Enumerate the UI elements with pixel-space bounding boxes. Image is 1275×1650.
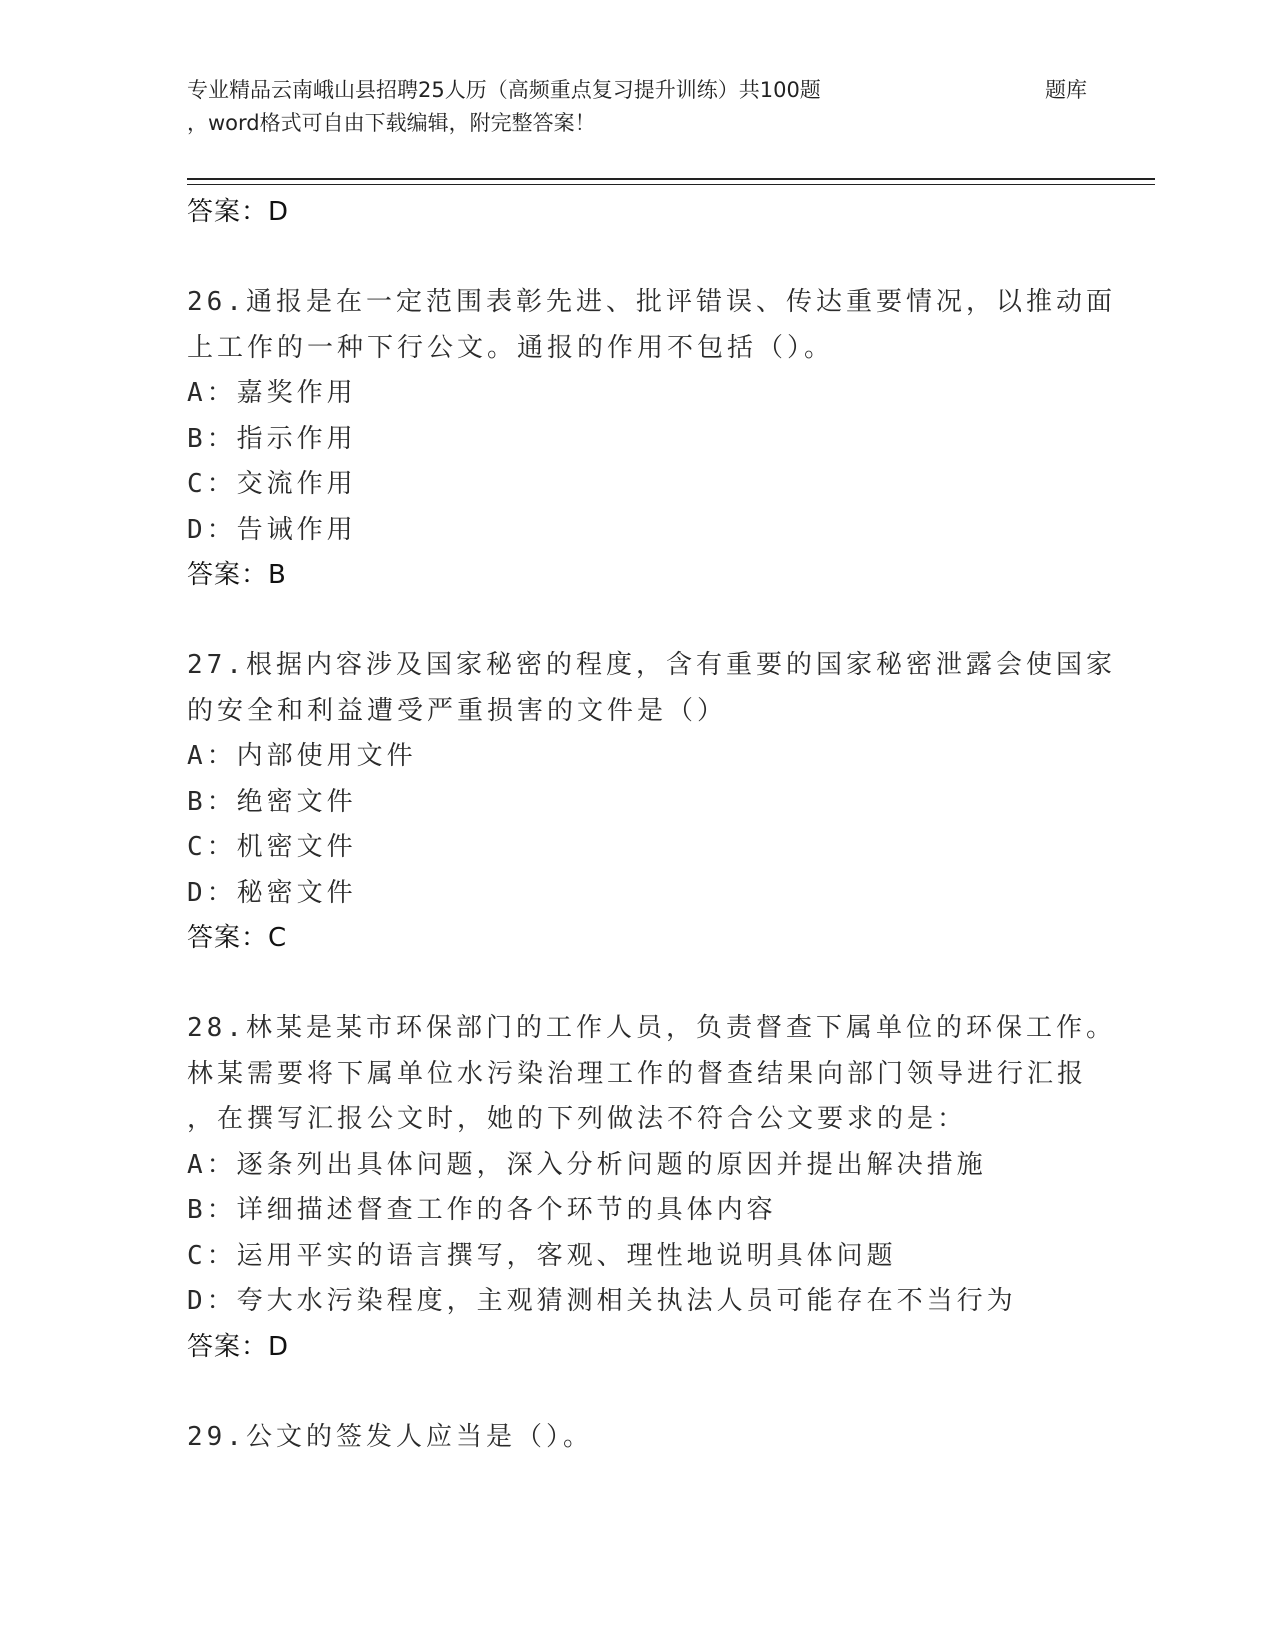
- option-c: C：交流作用: [187, 469, 357, 499]
- option-d: D：夸大水污染程度，主观猜测相关执法人员可能存在不当行为: [187, 1286, 1017, 1316]
- answer-line: 答案：D: [187, 1331, 290, 1362]
- question-text: 27.根据内容涉及国家秘密的程度，含有重要的国家秘密泄露会使国家: [187, 650, 1116, 680]
- option-a: A：嘉奖作用: [187, 378, 357, 408]
- question-text: ，在撰写汇报公文时，她的下列做法不符合公文要求的是：: [187, 1104, 968, 1134]
- option-a: A：内部使用文件: [187, 741, 417, 771]
- header-tag: 题库: [1045, 78, 1087, 102]
- option-c: C：运用平实的语言撰写，客观、理性地说明具体问题: [187, 1240, 897, 1271]
- option-a: A：逐条列出具体问题，深入分析问题的原因并提出解决措施: [187, 1149, 987, 1180]
- header-divider-thin: [187, 184, 1155, 185]
- answer-line: 答案：B: [187, 560, 287, 590]
- answer-line: 答案：D: [187, 197, 290, 227]
- option-d: D：秘密文件: [187, 877, 357, 908]
- answer-line: 答案：C: [187, 923, 288, 953]
- question-block: [187, 643, 1116, 961]
- question-block: [187, 1415, 1087, 1461]
- header-divider: [187, 178, 1155, 180]
- question-block: [187, 1006, 1116, 1370]
- question-text: 29.公文的签发人应当是（）。: [187, 1421, 593, 1452]
- option-c: C：机密文件: [187, 832, 357, 862]
- question-text: 林某需要将下属单位水污染治理工作的督查结果向部门领导进行汇报: [187, 1058, 1088, 1089]
- header-line: [187, 74, 1087, 107]
- option-b: B：详细描述督查工作的各个环节的具体内容: [187, 1195, 777, 1225]
- question-text: 的安全和利益遭受严重损害的文件是（）: [187, 695, 728, 726]
- question-text: 上工作的一种下行公文。通报的作用不包括（）。: [187, 332, 835, 363]
- question-text: 26.通报是在一定范围表彰先进、批评错误、传达重要情况，以推动面: [187, 287, 1116, 317]
- option-b: B：绝密文件: [187, 786, 357, 817]
- question-list: [187, 190, 1116, 1460]
- option-b: B：指示作用: [187, 423, 357, 454]
- question-text: 28.林某是某市环保部门的工作人员，负责督查下属单位的环保工作。: [187, 1013, 1116, 1043]
- page-header: [187, 74, 1087, 140]
- document-subtitle: ，word格式可自由下载编辑，附完整答案！: [187, 111, 596, 135]
- question-block: [187, 280, 1116, 598]
- option-d: D：告诫作用: [187, 514, 357, 545]
- document-title: 专业精品云南峨山县招聘25人历（高频重点复习提升训练）共100题: [187, 78, 821, 102]
